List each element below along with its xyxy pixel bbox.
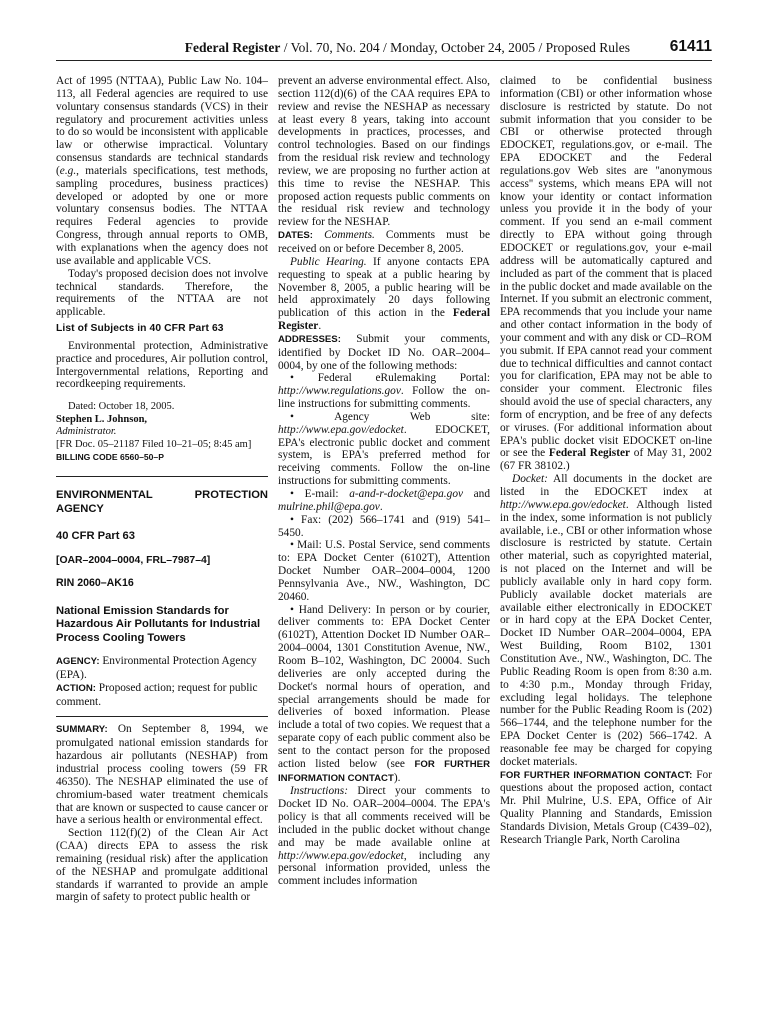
- edocket-link[interactable]: http://www.epa.gov/edocket: [278, 423, 404, 436]
- dates-field: DATES: Comments. Comments must be received on or before December 8, 2005.: [278, 229, 490, 255]
- summary-continued: prevent an adverse environmental effect. Also, section 112(d)(6) of the CAA requires EPA to review and revise the NESHAP as necessary at least every 8 years, taking into account developments in practices, processes, and control technologies. Based on our findings from the residual risk review and technology review, we are proposing no further action at this time to revise the NESHAP. This proposed action requests public comments on the residual risk review and technology review for the NESHAP.: [278, 75, 490, 229]
- document-title: National Emission Standards for Hazardous Air Pollutants for Industrial Process Cooling Towers: [56, 604, 261, 644]
- agency-field: AGENCY: Environmental Protection Agency (EPA).: [56, 655, 257, 681]
- docket-index-link[interactable]: http://www.epa.gov/edocket: [500, 498, 626, 511]
- subjects-list: Environmental protection, Administrative practice and procedures, Air pollution control, Intergovernmental relations, Reporting and recordkeeping requirements.: [56, 339, 268, 391]
- summary-divider: [56, 716, 268, 717]
- summary-field: SUMMARY: On September 8, 1994, we promulgated national emission standards for hazardous air pollutants (NESHAP) from industrial process cooling towers (59 FR 46350). The NESHAP eliminated the use of chromium-based water treatment chemicals that are known or suspected to cause cancer or have a serious health or environmental effect.: [56, 723, 268, 827]
- dated-line: Dated: October 18, 2005.: [68, 401, 175, 413]
- section-divider: [56, 476, 268, 477]
- signer-name: Stephen L. Johnson,: [56, 413, 148, 425]
- fr-doc-line: [FR Doc. 05–21187 Filed 10–21–05; 8:45 am]: [56, 438, 252, 450]
- contact-field: FOR FURTHER INFORMATION CONTACT: For questions about the proposed action, contact Mr. Phil Mulrine, U.S. EPA, Office of Air Quality Planning and Standards, Emission Standards Division, Metals Group (C439–02), Research Triangle Park, North Carolina: [500, 768, 712, 846]
- method-agency-web: • Agency Web site: http://www.epa.gov/edocket. EDOCKET, EPA's electronic public docket and comment system, is EPA's preferred method for receiving comments. Follow the on-line instructions for submitting comments.: [278, 410, 490, 488]
- column-middle: [278, 75, 490, 975]
- docket-number: [OAR–2004–0004, FRL–7987–4]: [56, 554, 211, 566]
- instructions-paragraph: Instructions: Direct your comments to Docket ID No. OAR–2004–0004. The EPA's policy is that all comments received will be included in the public docket without change and may be made available online at http://www.epa.gov/edocket, including any personal information provided, unless the comment includes information: [278, 785, 490, 888]
- cbi-paragraph: claimed to be confidential business information (CBI) or other information whose disclosure is restricted by statute. Do not submit information that you consider to be CBI or otherwise protected through EDOCKET, regulations.gov, or e-mail. The EPA EDOCKET and the Federal regulations.gov Web sites are ''anonymous access'' systems, which means EPA will not know your identity or contact information unless you provide it in the body of your comment. If you send an e-mail comment directly to EPA without going through EDOCKET or regulations.gov, your e-mail address will be automatically captured and included as part of the comment that is placed in the public docket and made available on the Internet. If you submit an electronic comment, EPA recommends that you include your name and other contact information in the body of your comment and with any disk or CD–ROM you submit. If EPA cannot read your comment due to technical difficulties and cannot contact you for clarification, EPA may not be able to consider your comment. Electronic files should avoid the use of special characters, any form of encryption, and be free of any defects or viruses. (For additional information about EPA's public docket visit EDOCKET on-line or see the Federal Register of May 31, 2002 (67 FR 38102.): [500, 75, 712, 473]
- issue-details: / Vol. 70, No. 204 / Monday, October 24, 2005 / Proposed Rules: [280, 40, 630, 55]
- column-right: [500, 75, 712, 975]
- subjects-heading: List of Subjects in 40 CFR Part 63: [56, 323, 224, 335]
- column-left: [56, 75, 268, 975]
- method-fax: • Fax: (202) 566–1741 and (919) 541–5450.: [278, 513, 490, 539]
- billing-code: BILLING CODE 6560–50–P: [56, 452, 164, 463]
- rin-number: RIN 2060–AK16: [56, 577, 134, 590]
- page-header: [56, 38, 712, 61]
- method-mail: • Mail: U.S. Postal Service, send comments to: EPA Docket Center (6102T), Attention Docket Number OAR–2004–0004, 1200 Pennsylvania Ave., NW., Washington, DC 20460.: [278, 539, 490, 603]
- journal-name: Federal Register: [184, 40, 281, 55]
- docket-email-link[interactable]: a-and-r-docket@epa.gov: [349, 488, 464, 500]
- action-field: ACTION: Proposed action; request for public comment.: [56, 681, 258, 708]
- mulrine-email-link[interactable]: mulrine.phil@epa.gov: [278, 500, 380, 513]
- page-number: 61411: [669, 38, 712, 55]
- addresses-field: ADDRESSES: Submit your comments, identified by Docket ID No. OAR–2004–0004, by one of the following methods:: [278, 332, 490, 372]
- method-email: • E-mail: a-and-r-docket@epa.gov and mulrine.phil@epa.gov.: [278, 488, 490, 513]
- nttaa-paragraph: Act of 1995 (NTTAA), Public Law No. 104–113, all Federal agencies are required to use voluntary consensus standards (VCS) in their regulatory and procurement activities unless to do so would be inconsistent with applicable law or otherwise impractical. Voluntary consensus standards are technical standards (e.g., materials specifications, test methods, sampling procedures, business practices) developed or adopted by one or more voluntary consensus bodies. The NTTAA requires Federal agencies to provide Congress, through annual reports to OMB, with explanations when the agency does not use available and applicable VCS.: [56, 75, 268, 267]
- signer-title: Administrator.: [56, 426, 117, 438]
- summary-paragraph-2: Section 112(f)(2) of the Clean Air Act (CAA) directs EPA to assess the risk remaining (residual risk) after the application of the NESHAP and promulgate additional standards if warranted to provide an ample margin of safety to protect public health or: [56, 827, 268, 904]
- method-erulemaking: • Federal eRulemaking Portal: http://www.regulations.gov. Follow the on-line instructions for submitting comments.: [278, 372, 490, 411]
- public-hearing-paragraph: Public Hearing. If anyone contacts EPA requesting to speak at a public hearing by November 8, 2005, a public hearing will be held approximately 20 days following publication of this action in the Federal Register.: [278, 255, 490, 333]
- nttaa-conclusion: Today's proposed decision does not involve technical standards. Therefore, the requirements of the NTTAA are not applicable.: [56, 267, 268, 319]
- regulations-link[interactable]: http://www.regulations.gov: [278, 385, 401, 398]
- agency-heading: ENVIRONMENTAL PROTECTION AGENCY: [56, 489, 268, 515]
- method-hand-delivery: • Hand Delivery: In person or by courier, deliver comments to: EPA Docket Center (6102T), Attention Docket ID Number OAR–2004–0004, 1301 Constitution Avenue, NW., Room B–102, Washington, DC 20004. Such deliveries are only accepted during the Docket's normal hours of operation, and special arrangements should be made for deliveries of boxed information. Please include a total of two copies. We request that a separate copy of each public comment also be sent to the contact person for the proposed action listed below (see FOR FURTHER INFORMATION CONTACT).: [278, 603, 490, 784]
- cfr-part-heading: 40 CFR Part 63: [56, 530, 135, 543]
- running-head: [185, 40, 630, 56]
- instructions-edocket-link[interactable]: http://www.epa.gov/edocket: [278, 849, 404, 862]
- docket-paragraph: Docket: All documents in the docket are listed in the EDOCKET index at http://www.epa.gov/edocket. Although listed in the index, some information is not publicly available, i.e., CBI or other information whose disclosure is restricted by statute. Certain other material, such as copyrighted material, is not placed on the Internet and will be publicly available only in hard copy form. Publicly available docket materials are available either electronically in EDOCKET or in hard copy at the EPA Docket Center, Docket ID Number OAR–2004–0004, EPA West Building, Room B102, 1301 Constitution Ave., NW., Washington, DC. The Public Reading Room is open from 8:30 a.m. to 4:30 p.m., Monday through Friday, excluding legal holidays. The telephone number for the Public Reading Room is (202) 566–1744, and the telephone number for the EPA Docket Center is (202) 566–1742. A reasonable fee may be charged for copying docket materials.: [500, 473, 712, 768]
